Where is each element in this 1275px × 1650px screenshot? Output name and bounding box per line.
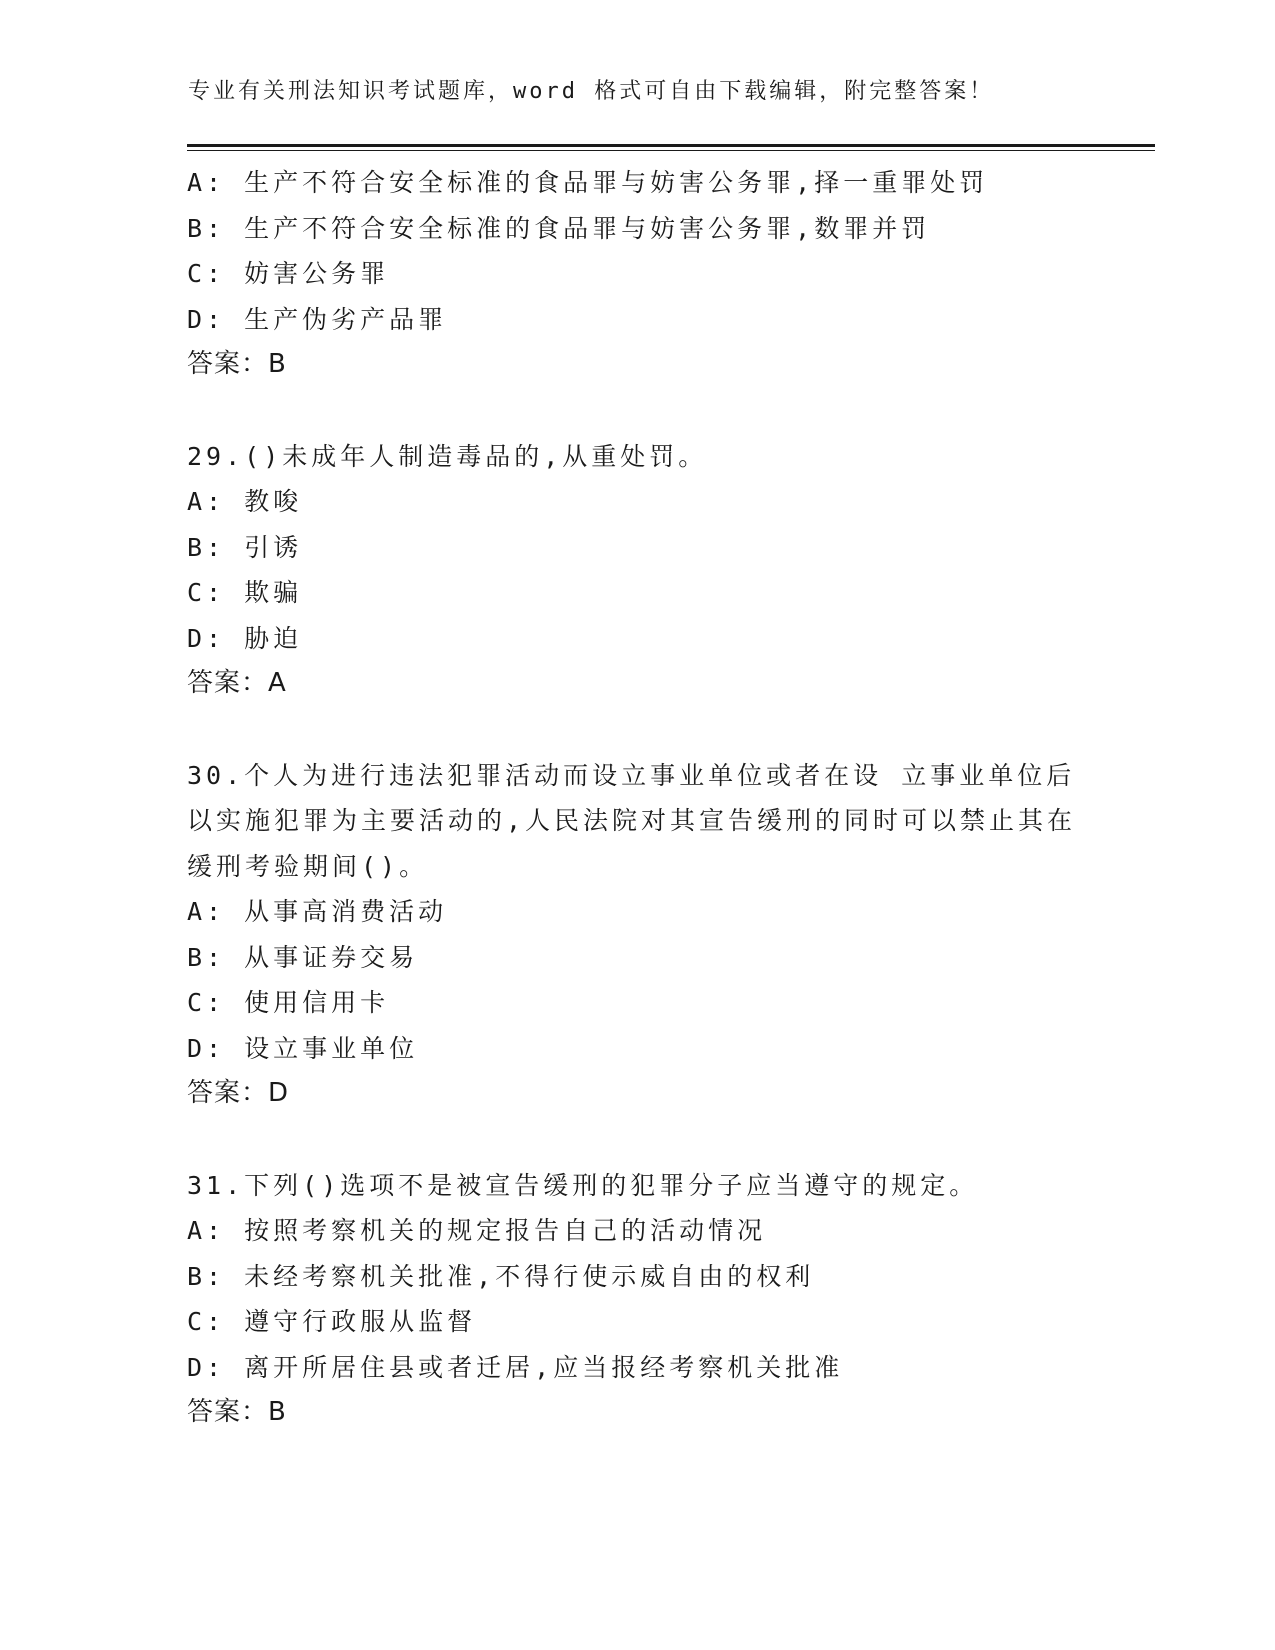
page-header: 专业有关刑法知识考试题库，word 格式可自由下载编辑，附完整答案！ (188, 79, 995, 104)
option-b: B: 引诱 (187, 532, 303, 562)
question-block (187, 753, 1107, 1117)
option-a: A: 教唆 (187, 487, 303, 516)
option-a: A: 生产不符合安全标准的食品罪与妨害公务罪,择一重罪处罚 (187, 168, 989, 197)
answer-line: 答案：B (187, 1397, 287, 1427)
option-d: D: 离开所居住县或者迁居,应当报经考察机关批准 (187, 1352, 844, 1382)
question-text: 29.()未成年人制造毒品的,从重处罚。 (187, 441, 708, 471)
question-text: 30.个人为进行违法犯罪活动而设立事业单位或者在设 立事业单位后 (187, 760, 1076, 790)
option-b: B: 生产不符合安全标准的食品罪与妨害公务罪,数罪并罚 (187, 213, 931, 243)
question-block (187, 434, 1107, 707)
header-divider (187, 144, 1155, 151)
option-d: D: 生产伪劣产品罪 (187, 304, 448, 334)
question-block (187, 1163, 1107, 1436)
answer-line: 答案：B (187, 349, 287, 379)
option-c: C: 使用信用卡 (187, 988, 390, 1017)
option-a: A: 从事高消费活动 (187, 897, 448, 926)
question-text: 以实施犯罪为主要活动的,人民法院对其宣告缓刑的同时可以禁止其在 (187, 806, 1077, 835)
option-c: C: 遵守行政服从监督 (187, 1307, 477, 1336)
option-c: C: 妨害公务罪 (187, 259, 390, 288)
option-a: A: 按照考察机关的规定报告自己的活动情况 (187, 1216, 767, 1245)
answer-line: 答案：A (187, 668, 287, 698)
question-text: 缓刑考验期间()。 (187, 851, 429, 881)
option-c: C: 欺骗 (187, 578, 303, 607)
option-b: B: 未经考察机关批准,不得行使示威自由的权利 (187, 1261, 815, 1291)
answer-line: 答案：D (187, 1078, 290, 1108)
option-d: D: 胁迫 (187, 623, 303, 653)
question-block (187, 160, 1107, 388)
option-d: D: 设立事业单位 (187, 1033, 419, 1063)
question-list (187, 160, 1107, 1436)
option-b: B: 从事证券交易 (187, 942, 419, 972)
question-text: 31.下列()选项不是被宣告缓刑的犯罪分子应当遵守的规定。 (187, 1170, 979, 1200)
